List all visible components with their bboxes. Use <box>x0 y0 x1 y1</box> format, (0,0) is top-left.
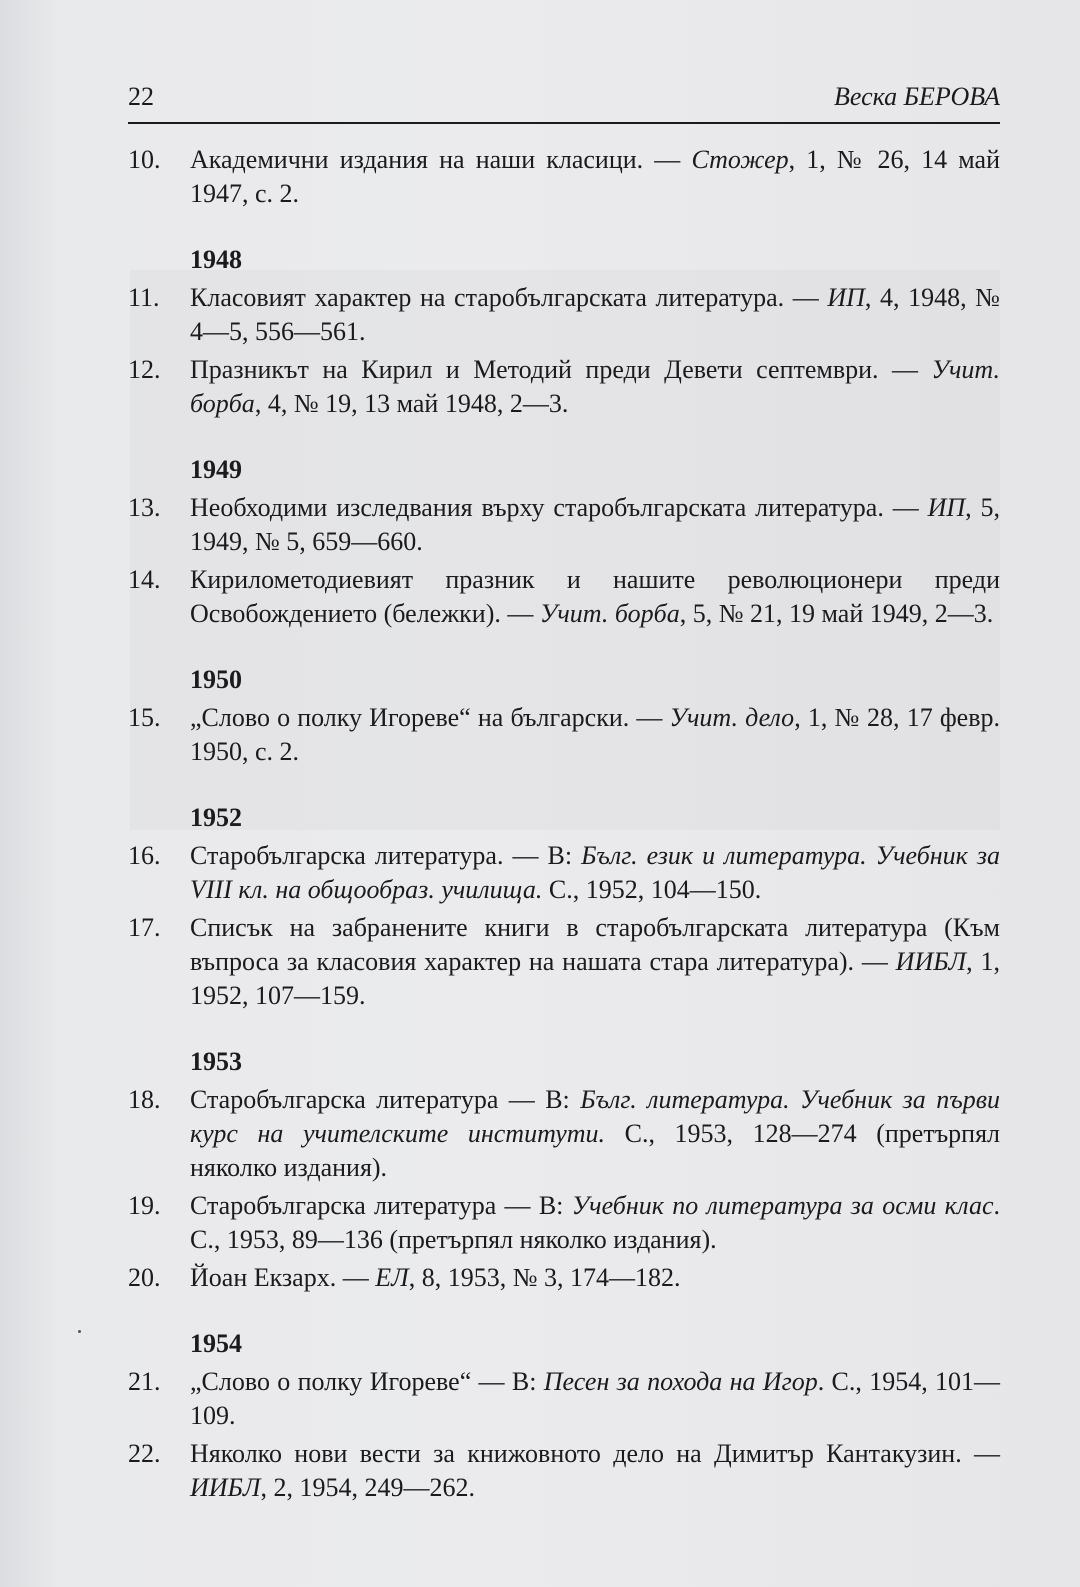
entry-details: , 4, № 19, 13 май 1948, 2—3. <box>254 389 569 418</box>
entry-source: Учит. дело <box>669 703 795 732</box>
entry-number: 14. <box>128 565 161 594</box>
entry-title: Старобългарска литература — В: <box>190 1191 572 1220</box>
entry-details: . С., 1954, 101—109. <box>190 1367 1001 1430</box>
entry-number: 22. <box>128 1439 161 1468</box>
bib-entry-11 <box>128 281 1000 349</box>
entry-title: Празникът на Кирил и Методий преди Девети септември. — <box>190 355 932 384</box>
entry-source: Стожер <box>691 145 789 174</box>
bib-entry-16 <box>128 839 1000 907</box>
entry-number: 10. <box>128 145 161 174</box>
entry-number: 16. <box>128 841 161 870</box>
bibliography-list <box>128 143 1000 1505</box>
entry-number: 19. <box>128 1191 161 1220</box>
entry-details: , 5, № 21, 19 май 1949, 2—3. <box>679 599 994 628</box>
entry-source: ИП <box>927 493 966 522</box>
entry-title: „Слово о полку Игореве“ — В: <box>190 1367 544 1396</box>
entry-source: Бълг. език и литература. Учебник за VIII кл. на общообраз. училища. <box>190 841 1000 904</box>
entry-title: Няколко нови вести за книжовното дело на Димитър Кантакузин. — <box>190 1439 1000 1468</box>
entry-number: 13. <box>128 493 161 522</box>
year-heading-1950: 1950 <box>190 665 242 694</box>
entry-title: Йоан Екзарх. — <box>190 1263 376 1292</box>
entry-source: ИИБЛ <box>190 1473 261 1502</box>
entry-source: Песен за похода на Игор <box>543 1367 818 1396</box>
entry-number: 20. <box>128 1263 161 1292</box>
entry-details: , 1, № 28, 17 февр. 1950, с. 2. <box>190 703 1000 766</box>
bib-entry-18 <box>128 1083 1000 1185</box>
bib-entry-20 <box>128 1261 1000 1295</box>
year-heading-1949: 1949 <box>190 455 242 484</box>
year-heading-1948: 1948 <box>190 245 242 274</box>
entry-details: С., 1953, 128—274 (претърпял няколко издания). <box>190 1119 1001 1182</box>
speck-mark <box>78 1330 81 1333</box>
bib-entry-21 <box>128 1365 1000 1433</box>
year-heading-1954: 1954 <box>190 1329 242 1358</box>
entry-title: Списък на забранените книги в старобългарската литература (Към въпроса за класовия характер на нашата стара литература). — <box>190 913 1000 976</box>
entry-number: 11. <box>128 283 160 312</box>
running-head-author: Веска БЕРОВА <box>834 82 1000 111</box>
page-header <box>128 82 1000 124</box>
entry-details: , 5, 1949, № 5, 659—660. <box>190 493 1001 556</box>
entry-title: Необходими изследвания върху старобългарската литература. — <box>190 493 928 522</box>
entry-source: ЕЛ <box>375 1263 409 1292</box>
entry-number: 12. <box>128 355 161 384</box>
entry-details: С., 1952, 104—150. <box>542 875 762 904</box>
entry-title: Класовият характер на старобългарската литература. — <box>190 283 828 312</box>
bib-entry-17 <box>128 911 1000 1013</box>
entry-source: Учит. борба <box>190 355 1000 418</box>
bib-entry-19 <box>128 1189 1000 1257</box>
bib-entry-13 <box>128 491 1000 559</box>
bib-entry-12 <box>128 353 1000 421</box>
entry-details: , 2, 1954, 249—262. <box>260 1473 475 1502</box>
page-number: 22 <box>128 82 154 111</box>
entry-details: , 4, 1948, № 4—5, 556—561. <box>190 283 1000 346</box>
entry-source: Учит. борба <box>539 599 680 628</box>
entry-title: Старобългарска литература — В: <box>190 1085 581 1114</box>
bib-entry-14 <box>128 563 1000 631</box>
entry-title: Академични издания на наши класици. — <box>190 145 692 174</box>
entry-title: „Слово о полку Игореве“ на български. — <box>190 703 670 732</box>
year-heading-1952: 1952 <box>190 803 242 832</box>
entry-details: . С., 1953, 89—136 (претърпял няколко издания). <box>190 1191 1000 1254</box>
bib-entry-22 <box>128 1437 1000 1505</box>
entry-details: , 1, 1952, 107—159. <box>190 947 1000 1010</box>
entry-source: Учебник по литература за осми клас <box>571 1191 994 1220</box>
year-heading-1953: 1953 <box>190 1047 242 1076</box>
entry-number: 21. <box>128 1367 161 1396</box>
entry-details: , 1, № 26, 14 май 1947, с. 2. <box>190 145 1000 208</box>
entry-source: ИП <box>827 283 865 312</box>
entry-details: , 8, 1953, № 3, 174—182. <box>408 1263 681 1292</box>
bib-entry-10 <box>128 143 1000 211</box>
entry-number: 15. <box>128 703 161 732</box>
entry-source: Бълг. литература. Учебник за първи курс на учителските институти. <box>190 1085 1001 1148</box>
entry-number: 17. <box>128 913 161 942</box>
entry-number: 18. <box>128 1085 161 1114</box>
entry-title: Кирилометодиевият празник и нашите революционери преди Освобождението (бележки). — <box>190 565 1000 628</box>
entry-source: ИИБЛ <box>895 947 967 976</box>
bib-entry-15 <box>128 701 1000 769</box>
entry-title: Старобългарска литература. — В: <box>190 841 582 870</box>
